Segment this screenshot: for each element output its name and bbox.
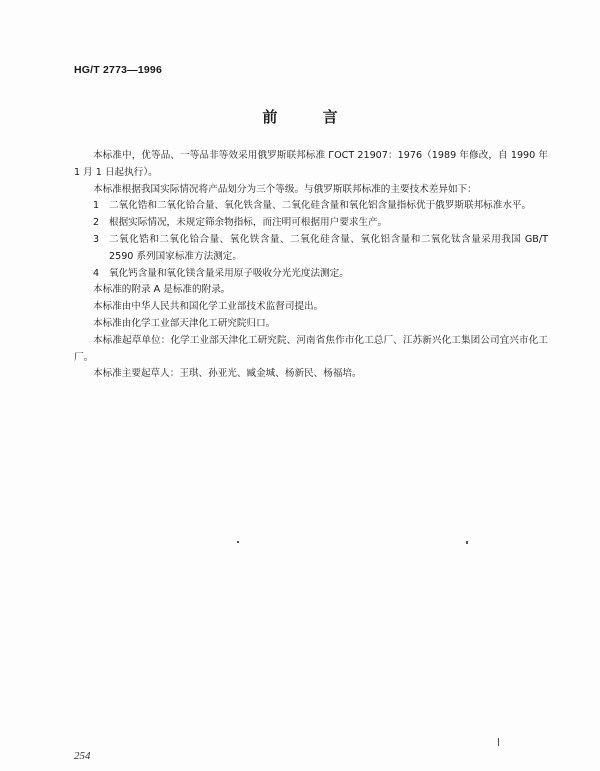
difference-item-3 <box>74 232 548 266</box>
foreword-body <box>74 148 548 383</box>
difference-number: 1 <box>93 200 100 212</box>
difference-number: 3 <box>93 233 100 245</box>
difference-text: 根据实际情况，未规定筛余物指标，而注明可根据用户要求生产。 <box>109 217 388 229</box>
difference-number: 2 <box>93 217 100 229</box>
paragraph-drafters: 本标准主要起草人：王琪、孙亚光、臧金城、杨新民、杨福培。 <box>93 368 362 380</box>
paragraph-managed-by: 本标准由化学工业部天津化工研究院归口。 <box>93 317 276 329</box>
section-title-foreword: 前 言 <box>262 108 338 126</box>
difference-text: 二氧化锆和二氧化铪合量、氧化铁含量、二氧化硅含量和氧化铝含量指标优于俄罗斯联邦标准水平。 <box>109 200 532 212</box>
difference-item-4 <box>74 266 548 283</box>
paragraph-adoption: 本标准中，优等品、一等品非等效采用俄罗斯联邦标准 ГОСТ 21907：1976（1989 年修改，自 1990 年 1 月 1 日起执行）。 <box>74 150 548 178</box>
scan-speck <box>466 541 468 544</box>
difference-item-2 <box>74 215 548 232</box>
standard-code: HG/T 2773—1996 <box>74 64 163 76</box>
paragraph-differences-intro: 本标准根据我国实际情况将产品划分为三个等级。与俄罗斯联邦标准的主要技术差异如下： <box>93 183 477 195</box>
paragraph-proposed-by: 本标准由中华人民共和国化学工业部技术监督司提出。 <box>93 301 324 313</box>
difference-item-1 <box>74 198 548 215</box>
scan-speck <box>237 541 239 543</box>
paragraph-appendix: 本标准的附录 A 是标准的附录。 <box>93 284 231 296</box>
difference-text: 二氧化锆和二氧化铪合量、氧化铁含量、二氧化硅含量、氧化铝含量和二氧化钛含量采用我国 GB/T 2590 系列国家标准方法测定。 <box>109 233 548 262</box>
difference-number: 4 <box>93 267 100 279</box>
page-number: 254 <box>74 750 91 762</box>
paragraph-drafting-units: 本标准起草单位：化学工业部天津化工研究院、河南省焦作市化工总厂、江苏新兴化工集团公司宜兴市化工厂。 <box>74 334 548 363</box>
scan-speck <box>498 738 499 746</box>
difference-text: 氧化钙含量和氧化镁含量采用原子吸收分光光度法测定。 <box>109 267 349 279</box>
